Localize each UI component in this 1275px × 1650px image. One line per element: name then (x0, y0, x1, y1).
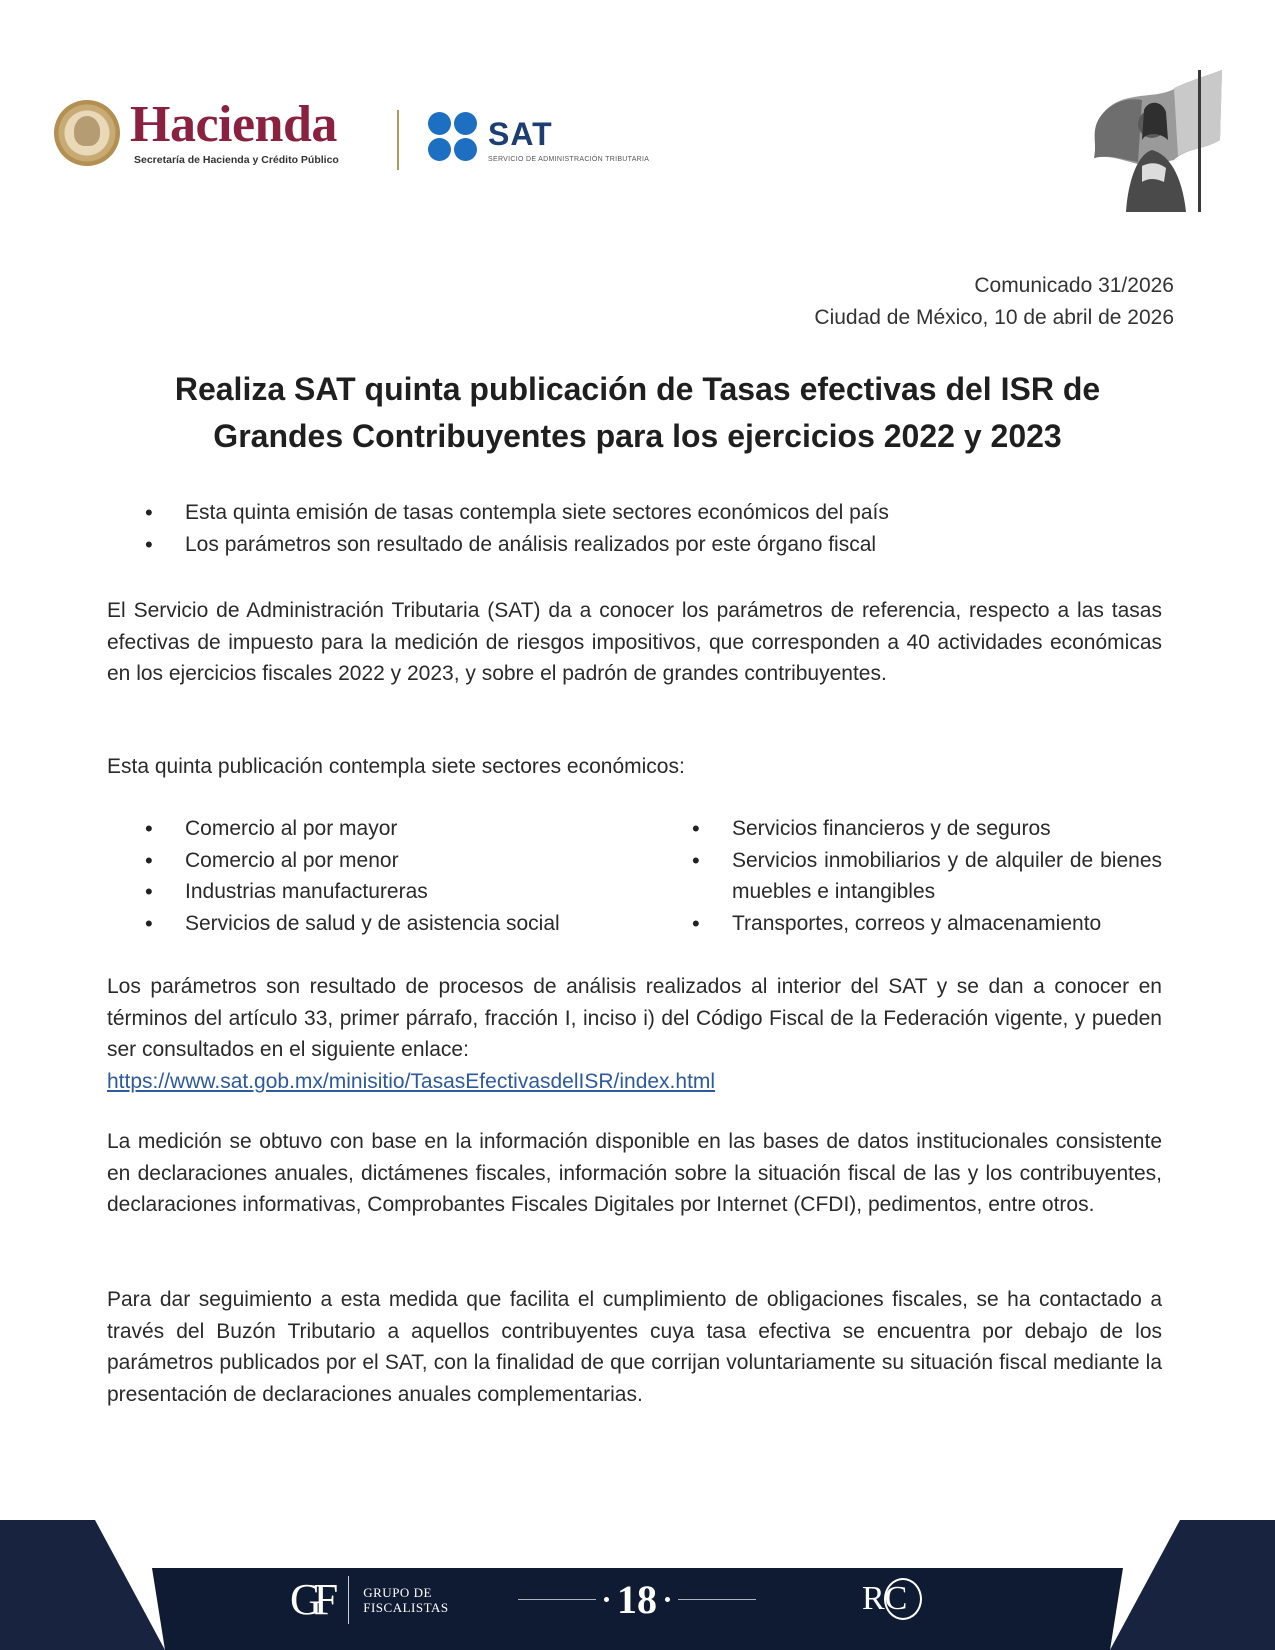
paragraph-parameters-text: Los parámetros son resultado de procesos de análisis realizados al interior del SAT y se dan a conocer en términos del artículo 33, primer párrafo, fracción I, inciso i) del Código Fiscal de la Federación vigente, y pueden ser consultados en el siguiente enlace: (107, 975, 1162, 1061)
heroine-with-flag-illustration (1086, 70, 1224, 212)
page-number-group (518, 1574, 756, 1624)
list-item: • Servicios inmobiliarios y de alquiler de bienes muebles e intangibles (692, 845, 1162, 908)
sectors-list-left (145, 813, 635, 939)
paragraph-parameters (107, 971, 1162, 1097)
rc-ring-icon (884, 1578, 922, 1620)
list-item: • Industrias manufactureras (145, 876, 635, 908)
list-item: • Comercio al por menor (145, 845, 635, 877)
gf-divider (348, 1576, 349, 1624)
hacienda-subtitle: Secretaría de Hacienda y Crédito Público (134, 154, 339, 166)
hacienda-logo (54, 96, 339, 166)
hacienda-wordmark: Hacienda (130, 96, 337, 153)
highlights-list (145, 497, 1045, 560)
sat-logo (428, 112, 649, 164)
grupo-fiscalistas-logo (290, 1576, 449, 1624)
gf-monogram: GF (290, 1575, 331, 1624)
page-number: 18 (617, 1576, 657, 1622)
communique-meta (814, 270, 1174, 334)
paragraph-follow-up: Para dar seguimiento a esta medida que facilita el cumplimiento de obligaciones fiscales, se ha contactado a través del Buzón Tributario a aquellos contribuyentes cuya tasa efectiva se encuentra por debajo de los parámetros publicados por el SAT, con la finalidad de que corrijan voluntariamente su situación fiscal mediante la presentación de declaraciones anuales complementarias. (107, 1288, 1162, 1406)
sectors-list-right (692, 813, 1162, 939)
paragraph-measurement: La medición se obtuvo con base en la información disponible en las bases de datos institucionales consistente en declaraciones anuales, dictámenes fiscales, información sobre la situación fiscal de las y los contribuyentes, declaraciones informativas, Comprobantes Fiscales Digitales por Internet (CFDI), pedimentos, entre otros. (107, 1130, 1162, 1216)
list-item: • Transportes, correos y almacenamiento (692, 908, 1162, 940)
communique-place-date: Ciudad de México, 10 de abril de 2026 (814, 306, 1174, 329)
list-item: • Servicios financieros y de seguros (692, 813, 1162, 845)
list-item: • Comercio al por mayor (145, 813, 635, 845)
header-divider (397, 110, 399, 170)
paragraph-sectors-intro: Esta quinta publicación contempla siete sectores económicos: (107, 755, 685, 778)
rc-logo (862, 1580, 918, 1620)
tasas-efectivas-link[interactable]: https://www.sat.gob.mx/minisitio/TasasEfectivasdelISR/index.html (107, 1069, 716, 1093)
communique-number: Comunicado 31/2026 (974, 274, 1174, 297)
sat-logo-icon (428, 112, 480, 164)
rc-monogram: RC (862, 1580, 908, 1617)
coat-of-arms-icon (54, 100, 120, 166)
gf-name: GRUPO DE FISCALISTAS (363, 1585, 449, 1615)
list-item: • Servicios de salud y de asistencia social (145, 908, 635, 940)
list-item: • Los parámetros son resultado de análisis realizados por este órgano fiscal (145, 529, 1045, 561)
paragraph-intro: El Servicio de Administración Tributaria (SAT) da a conocer los parámetros de referencia, respecto a las tasas efectivas de impuesto para la medición de riesgos impositivos, que corresponden a 40 actividades económicas en los ejercicios fiscales 2022 y 2023, y sobre el padrón de grandes contribuyentes. (107, 599, 1162, 685)
sat-subtitle: SERVICIO DE ADMINISTRACIÓN TRIBUTARIA (488, 156, 650, 163)
page-title: Realiza SAT quinta publicación de Tasas efectivas del ISR de Grandes Contribuyentes para los ejercicios 2022 y 2023 (174, 371, 1101, 454)
sat-wordmark: SAT (488, 116, 553, 152)
list-item: • Esta quinta emisión de tasas contempla siete sectores económicos del país (145, 497, 1045, 529)
